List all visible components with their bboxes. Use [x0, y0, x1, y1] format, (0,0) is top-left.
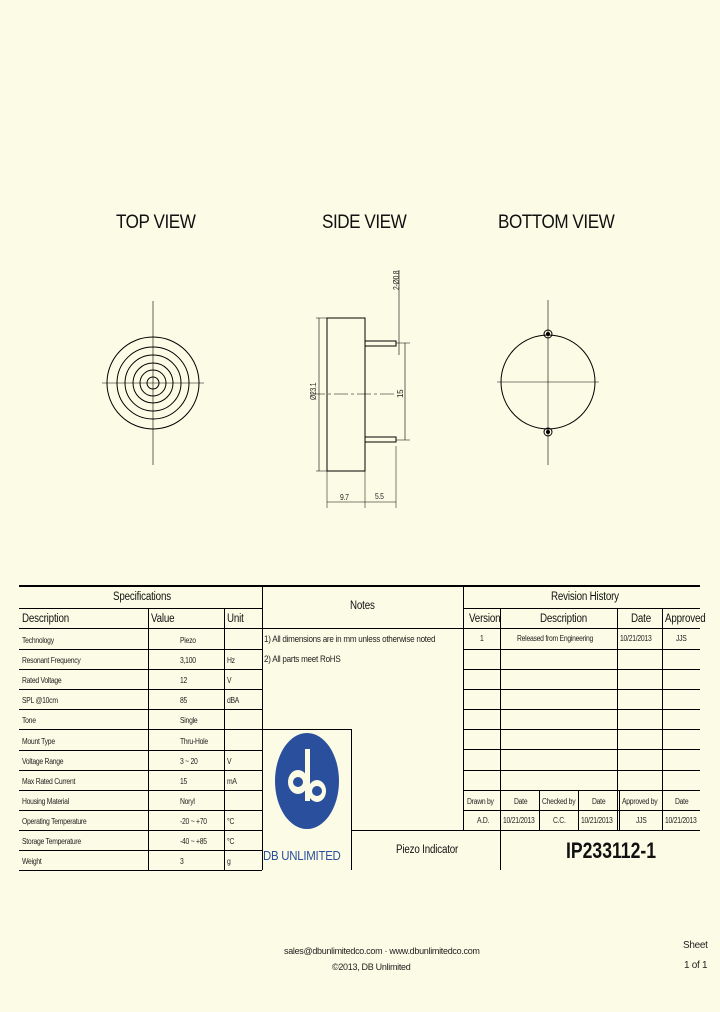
spec-description: Mount Type [22, 737, 55, 746]
signoff-header: Date [675, 797, 689, 806]
side-view-title: SIDE VIEW [322, 212, 407, 233]
revision-cell: 1 [480, 634, 484, 643]
signoff-header: Checked by [542, 797, 576, 806]
revision-cell: JJS [676, 634, 687, 643]
spec-value: Single [180, 716, 198, 725]
spec-value: 85 [180, 696, 188, 705]
spec-unit: g [227, 857, 231, 866]
revision-header-date: Date [631, 613, 651, 625]
top-view-drawing [102, 301, 204, 465]
revision-header-approved: Approved [665, 613, 706, 625]
spec-description: Rated Voltage [22, 676, 62, 685]
product-name: Piezo Indicator [396, 844, 459, 856]
pin-spacing-dimension: 15 [396, 389, 405, 398]
pin-diameter-dimension: 2-Ø0.8 [392, 270, 401, 290]
signoff-value: JJS [636, 816, 647, 825]
signoff-value: C.C. [553, 816, 566, 825]
signoff-value: A.D. [477, 816, 490, 825]
spec-value: Piezo [180, 636, 196, 645]
note-item: 1) All dimensions are in mm unless otherwise noted [264, 634, 436, 645]
spec-value: 3,100 [180, 656, 196, 665]
spec-unit: dBA [227, 696, 240, 705]
spec-value: 15 [180, 777, 188, 786]
revision-header-description: Description [540, 613, 588, 625]
spec-description: SPL @10cm [22, 696, 58, 705]
spec-value: -40 ~ +85 [180, 837, 207, 846]
top-view-title: TOP VIEW [116, 212, 196, 233]
spec-value: 3 ~ 20 [180, 757, 198, 766]
signoff-value: 10/21/2013 [665, 816, 697, 825]
specs-header-unit: Unit [227, 613, 244, 625]
spec-description: Technology [22, 636, 54, 645]
spec-value: -20 ~ +70 [180, 817, 207, 826]
spec-unit: V [227, 757, 232, 766]
spec-description: Storage Temperature [22, 837, 81, 846]
spec-description: Weight [22, 857, 42, 866]
spec-unit: °C [227, 817, 235, 826]
signoff-header: Drawn by [467, 797, 494, 806]
spec-description: Tone [22, 716, 36, 725]
signoff-header: Approved by [622, 797, 658, 806]
specs-header-value: Value [151, 613, 175, 625]
part-number: IP233112-1 [566, 838, 657, 863]
revision-cell: 10/21/2013 [620, 634, 652, 643]
sheet-value: 1 of 1 [684, 960, 708, 971]
bottom-view-drawing [497, 300, 599, 465]
note-item: 2) All parts meet RoHS [264, 654, 341, 665]
logo-text: DB UNLIMITED [263, 848, 341, 863]
sheet-label: Sheet [683, 940, 708, 951]
signoff-header: Date [514, 797, 528, 806]
spec-description: Max Rated Current [22, 777, 76, 786]
spec-description: Operating Temperature [22, 817, 87, 826]
signoff-value: 10/21/2013 [581, 816, 613, 825]
spec-unit: °C [227, 837, 235, 846]
footer-contact: sales@dbunlimitedco.com · www.dbunlimitedco.com [284, 946, 480, 956]
spec-unit: mA [227, 777, 237, 786]
spec-value: 12 [180, 676, 188, 685]
bottom-view-title: BOTTOM VIEW [498, 212, 615, 233]
spec-unit: V [227, 676, 232, 685]
footer-copyright: ©2013, DB Unlimited [332, 962, 411, 972]
height-dimension: 9.7 [340, 493, 349, 502]
signoff-header: Date [592, 797, 606, 806]
signoff-value: 10/21/2013 [503, 816, 535, 825]
specs-header-description: Description [22, 613, 70, 625]
spec-value: 3 [180, 857, 184, 866]
spec-value: Noryl [180, 797, 195, 806]
spec-value: Thru-Hole [180, 737, 208, 746]
notes-title: Notes [350, 600, 375, 612]
revision-header-version: Version [469, 613, 501, 625]
pin-length-dimension: 5.5 [375, 492, 384, 501]
revision-title: Revision History [551, 591, 619, 603]
revision-cell: Released from Engineering [517, 634, 594, 643]
spec-description: Voltage Range [22, 757, 64, 766]
specs-title: Specifications [113, 591, 171, 603]
diameter-dimension: Ø23.1 [309, 382, 318, 400]
spec-description: Housing Material [22, 797, 69, 806]
spec-description: Resonant Frequency [22, 656, 81, 665]
spec-unit: Hz [227, 656, 235, 665]
